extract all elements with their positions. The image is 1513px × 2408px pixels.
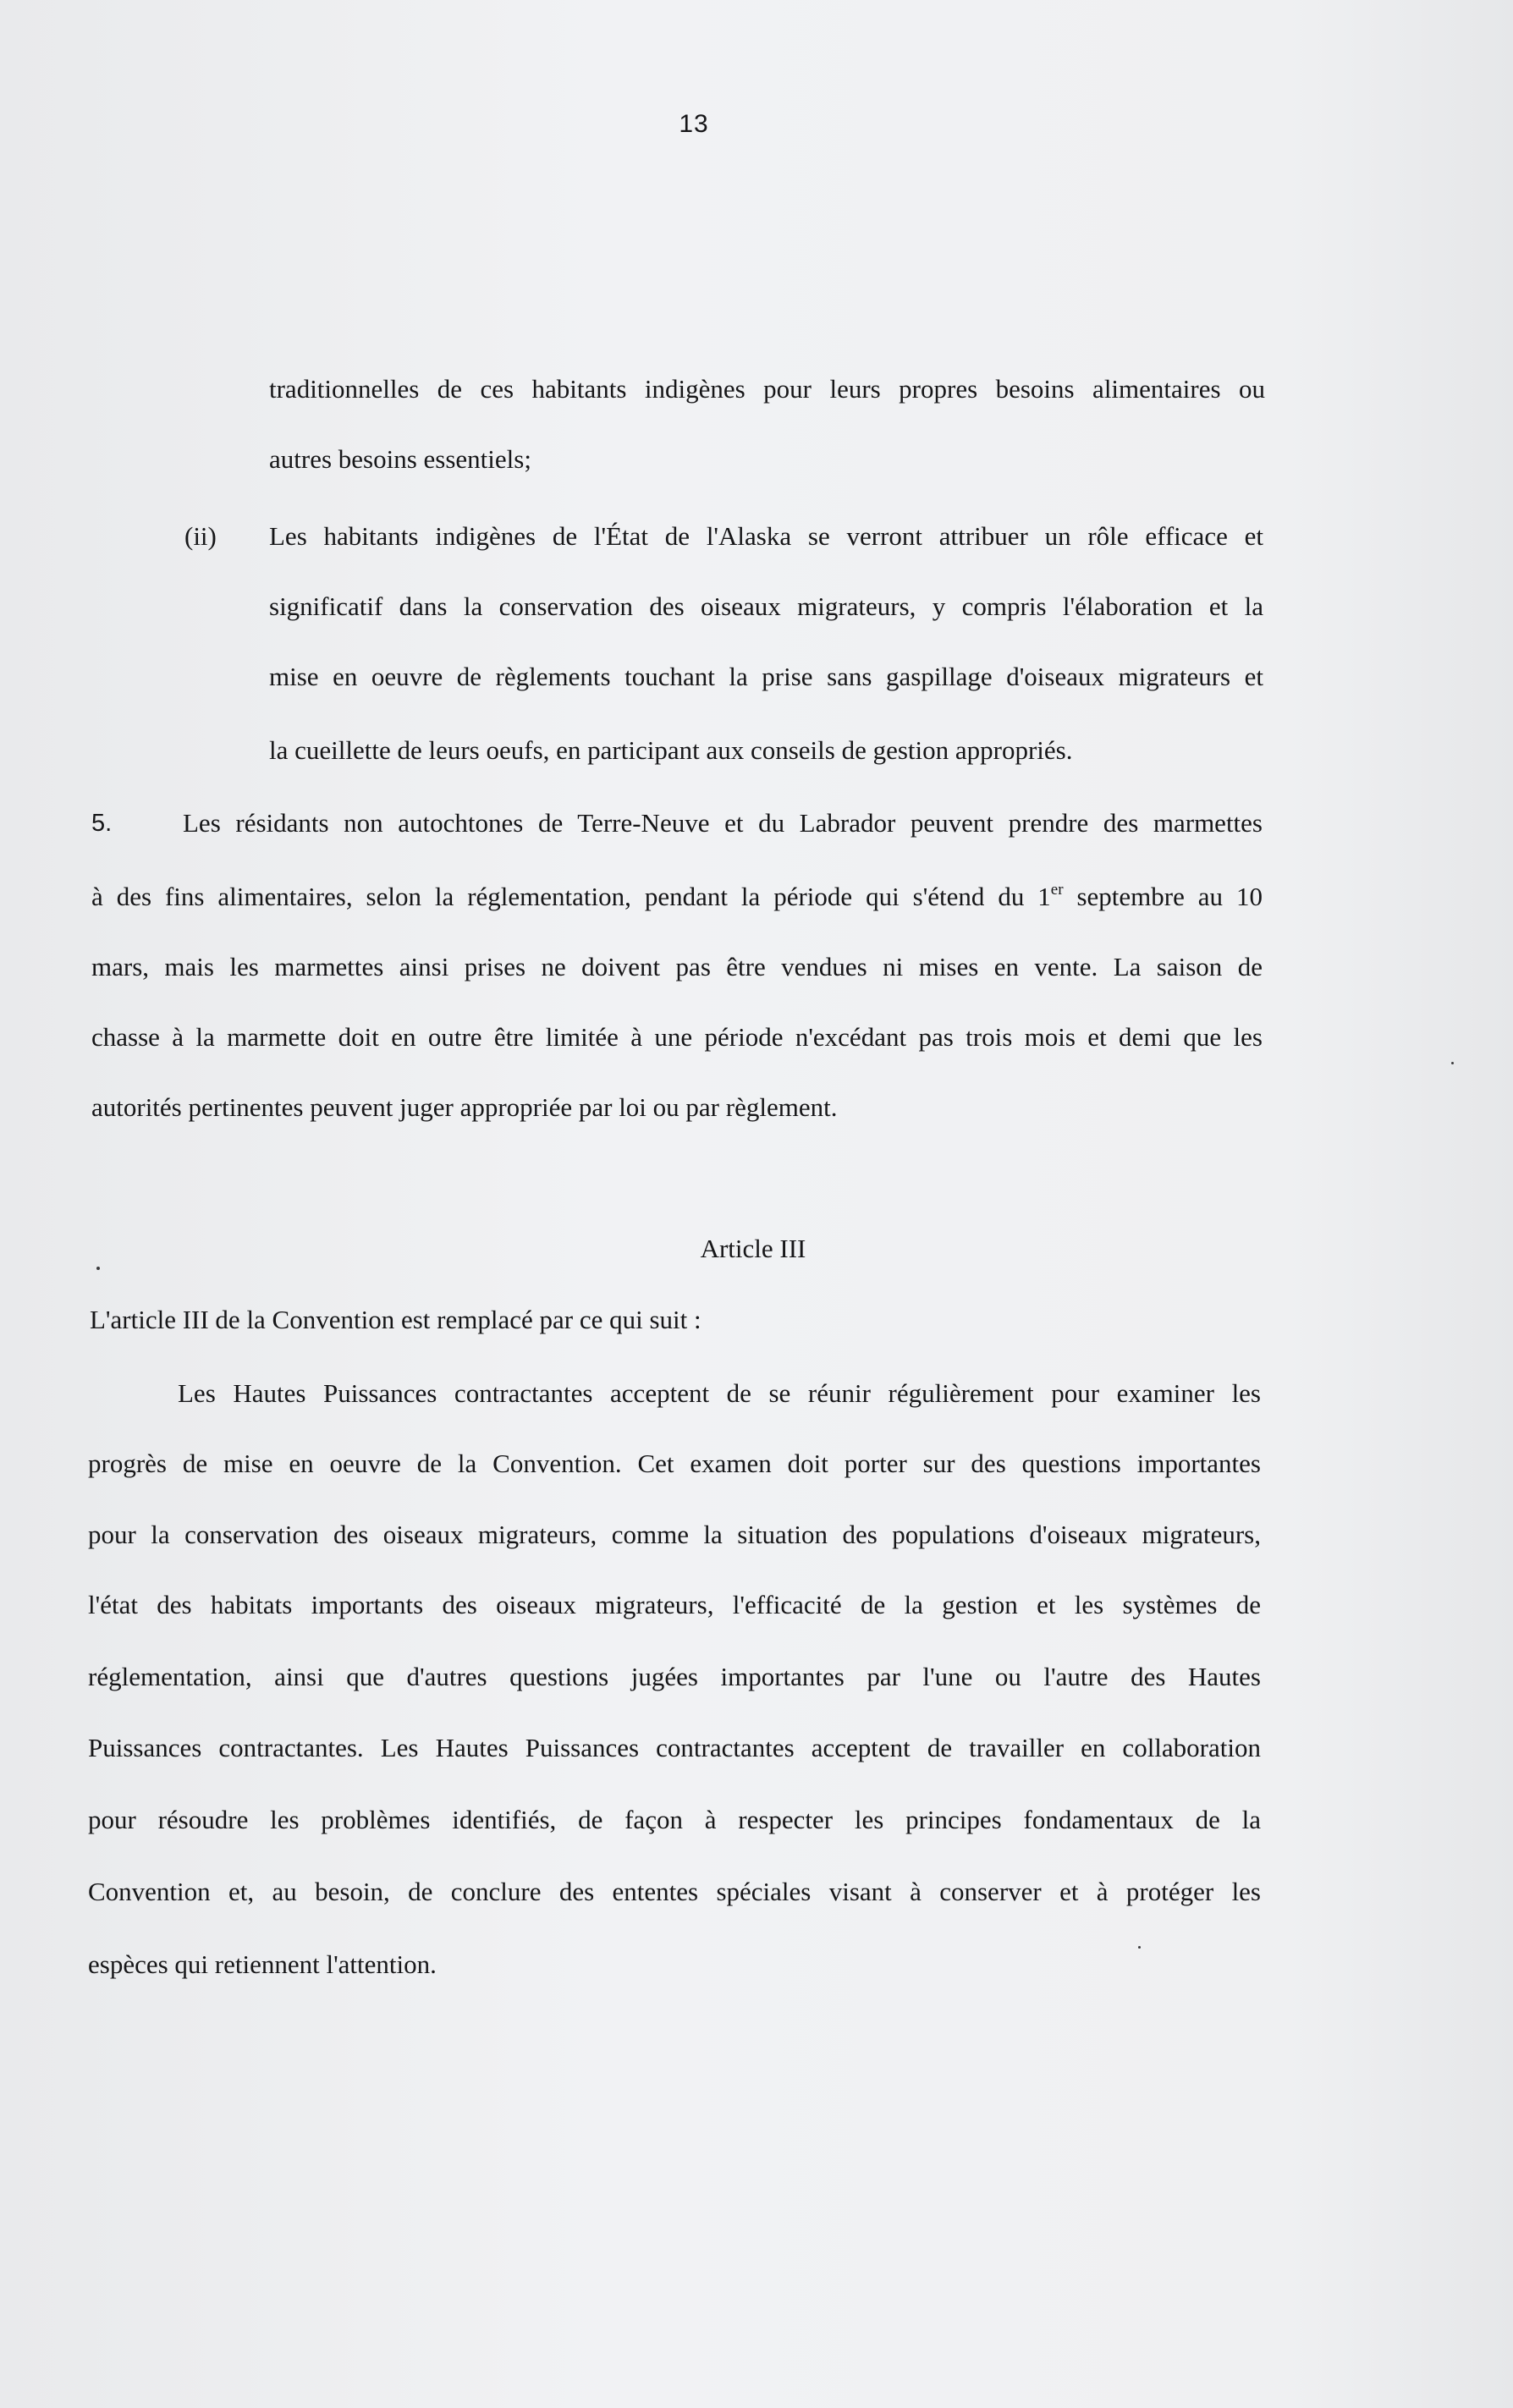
- page-number: 13: [679, 110, 709, 138]
- item-5-line-3: mars, mais les marmettes ainsi prises ne doivent pas être vendues ni mises en vente. La saison de: [91, 952, 1263, 981]
- scan-speck: [1138, 1946, 1141, 1949]
- scan-speck: [1451, 1062, 1454, 1064]
- item-ii-line-4: la cueillette de leurs oeufs, en participant aux conseils de gestion appropriés.: [269, 735, 1073, 765]
- article-body-line-9: espèces qui retiennent l'attention.: [88, 1949, 437, 1979]
- ordinal-superscript: er: [1050, 880, 1064, 899]
- scan-speck: [96, 1267, 100, 1270]
- item-i-line-1: traditionnelles de ces habitants indigènes pour leurs propres besoins alimentaires ou: [269, 374, 1265, 404]
- item-5-line-2: [91, 880, 1263, 914]
- item-ii-line-3: mise en oeuvre de règlements touchant la prise sans gaspillage d'oiseaux migrateurs et: [269, 662, 1263, 691]
- item-ii-line-2: significatif dans la conservation des oiseaux migrateurs, y compris l'élaboration et la: [269, 591, 1263, 621]
- article-body-line-1: Les Hautes Puissances contractantes acceptent de se réunir régulièrement pour examiner les: [178, 1378, 1261, 1408]
- article-title: Article III: [700, 1234, 806, 1263]
- article-body-line-6: Puissances contractantes. Les Hautes Puissances contractantes acceptent de travailler en collaboration: [88, 1733, 1261, 1762]
- item-5-line-2-tail: septembre au 10: [1063, 882, 1263, 911]
- item-5-line-2-text: à des fins alimentaires, selon la réglementation, pendant la période qui s'étend du 1: [91, 882, 1051, 911]
- item-ii-marker: (ii): [184, 521, 217, 551]
- article-body-line-7: pour résoudre les problèmes identifiés, de façon à respecter les principes fondamentaux de la: [88, 1805, 1261, 1834]
- article-intro: L'article III de la Convention est remplacé par ce qui suit :: [90, 1305, 701, 1334]
- article-body-line-8: Convention et, au besoin, de conclure des ententes spéciales visant à conserver et à protéger les: [88, 1877, 1261, 1906]
- item-5-line-1: Les résidants non autochtones de Terre-Neuve et du Labrador peuvent prendre des marmettes: [183, 808, 1263, 838]
- article-body-line-4: l'état des habitats importants des oiseaux migrateurs, l'efficacité de la gestion et les systèmes de: [88, 1590, 1261, 1619]
- article-body-line-2: progrès de mise en oeuvre de la Convention. Cet examen doit porter sur des questions importantes: [88, 1449, 1261, 1478]
- article-body-line-3: pour la conservation des oiseaux migrateurs, comme la situation des populations d'oiseaux migrateurs,: [88, 1520, 1261, 1549]
- item-5-line-4: chasse à la marmette doit en outre être limitée à une période n'excédant pas trois mois et demi que les: [91, 1022, 1263, 1052]
- item-5-marker: 5.: [91, 810, 113, 837]
- article-body-line-5: réglementation, ainsi que d'autres questions jugées importantes par l'une ou l'autre des Hautes: [88, 1662, 1261, 1691]
- item-i-line-2: autres besoins essentiels;: [269, 444, 531, 474]
- item-5-line-5: autorités pertinentes peuvent juger appropriée par loi ou par règlement.: [91, 1092, 838, 1122]
- item-ii-line-1: Les habitants indigènes de l'État de l'Alaska se verront attribuer un rôle efficace et: [269, 521, 1263, 551]
